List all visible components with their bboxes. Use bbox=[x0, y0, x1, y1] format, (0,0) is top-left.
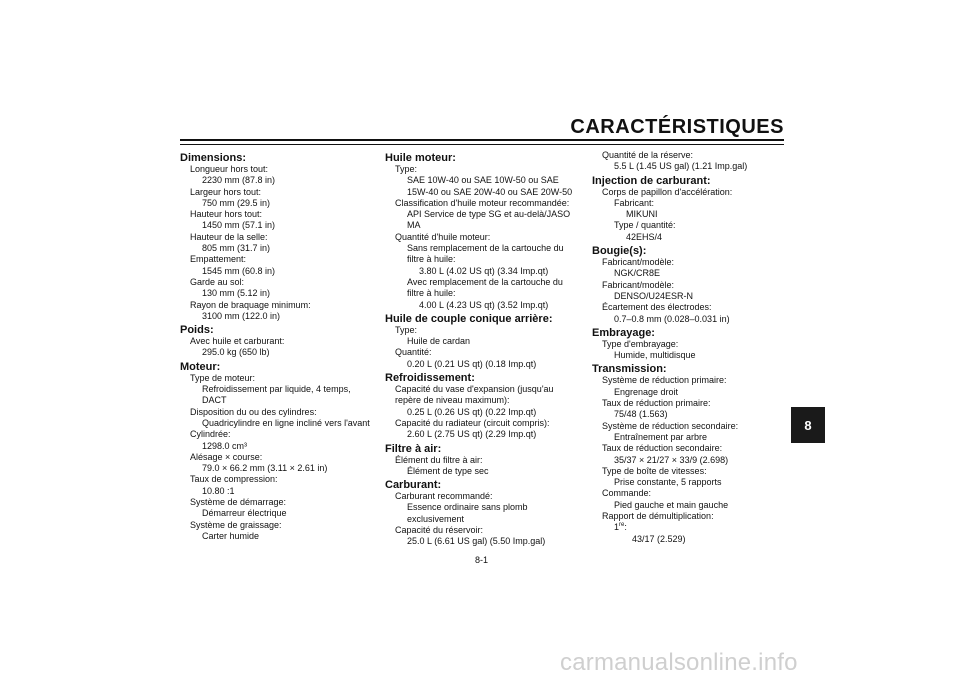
section-heading: Embrayage: bbox=[592, 326, 655, 339]
section-heading: Moteur: bbox=[180, 360, 221, 373]
spec-line: Longueur hors tout: bbox=[190, 164, 269, 174]
spec-line: filtre à huile: bbox=[407, 288, 456, 299]
spec-line: 5.5 L (1.45 US gal) (1.21 Imp.gal) bbox=[614, 161, 748, 172]
spec-line: Hauteur hors tout: bbox=[190, 209, 263, 220]
spec-line: 2.60 L (2.75 US qt) (2.29 Imp.qt) bbox=[407, 429, 537, 440]
spec-line: 15W-40 ou SAE 20W-40 ou SAE 20W-50 bbox=[407, 186, 573, 197]
spec-text-suffix: : bbox=[624, 522, 627, 533]
section-heading: Huile moteur: bbox=[385, 152, 456, 164]
title-rule-thin bbox=[180, 144, 784, 145]
spec-line: 0.25 L (0.26 US qt) (0.22 Imp.qt) bbox=[407, 406, 537, 417]
spec-line: Cylindrée: bbox=[190, 429, 231, 440]
spec-line: 3.80 L (4.02 US qt) (3.34 Imp.qt) bbox=[419, 265, 549, 276]
spec-line: Taux de réduction primaire: bbox=[602, 398, 711, 409]
spec-line: NGK/CR8E bbox=[614, 268, 661, 279]
spec-line: Système de réduction secondaire: bbox=[602, 420, 739, 431]
spec-line: Capacité du vase d'expansion (jusqu'au bbox=[395, 384, 554, 395]
spec-line: 75/48 (1.563) bbox=[614, 409, 668, 420]
section-heading: Bougie(s): bbox=[592, 245, 647, 258]
spec-line: Écartement des électrodes: bbox=[602, 302, 712, 313]
spec-line: Quantité d'huile moteur: bbox=[395, 231, 491, 242]
spec-line: repère de niveau maximum): bbox=[395, 395, 510, 406]
spec-line: Type: bbox=[395, 324, 418, 335]
spec-line: Élément de type sec bbox=[407, 465, 489, 476]
page-title: CARACTÉRISTIQUES bbox=[570, 116, 784, 138]
spec-line: 4.00 L (4.23 US qt) (3.52 Imp.qt) bbox=[419, 299, 549, 310]
spec-line: 1298.0 cm³ bbox=[202, 440, 248, 451]
spec-line: Fabricant/modèle: bbox=[602, 279, 675, 290]
spec-line: Quantité de la réserve: bbox=[602, 150, 694, 160]
section-heading: Filtre à air: bbox=[385, 442, 442, 455]
spec-line: 1450 mm (57.1 in) bbox=[202, 220, 276, 231]
spec-line: Taux de réduction secondaire: bbox=[602, 443, 723, 454]
spec-line: Système de graissage: bbox=[190, 519, 282, 530]
spec-column-2 bbox=[385, 150, 585, 548]
spec-line: DACT bbox=[202, 395, 227, 406]
spec-line: Type de boîte de vitesses: bbox=[602, 465, 707, 476]
spec-line: Élément du filtre à air: bbox=[395, 454, 483, 465]
spec-line: Corps de papillon d'accélération: bbox=[602, 186, 733, 197]
section-heading: Poids: bbox=[180, 324, 214, 337]
spec-line: API Service de type SG et au-delà/JASO bbox=[407, 209, 571, 220]
spec-line: DENSO/U24ESR-N bbox=[614, 290, 694, 301]
spec-line: Alésage × course: bbox=[190, 451, 263, 462]
spec-line: 750 mm (29.5 in) bbox=[202, 197, 271, 208]
spec-line: MIKUNI bbox=[626, 209, 658, 220]
spec-line: SAE 10W-40 ou SAE 10W-50 ou SAE bbox=[407, 175, 559, 186]
spec-line: 0.7–0.8 mm (0.028–0.031 in) bbox=[614, 313, 730, 324]
spec-line: Type d'embrayage: bbox=[602, 338, 679, 349]
spec-line: Prise constante, 5 rapports bbox=[614, 477, 722, 488]
spec-line: Rayon de braquage minimum: bbox=[190, 299, 311, 310]
spec-line: Hauteur de la selle: bbox=[190, 231, 268, 242]
spec-line: Avec huile et carburant: bbox=[190, 336, 285, 347]
spec-line: 2230 mm (87.8 in) bbox=[202, 175, 276, 186]
spec-line: Humide, multidisque bbox=[614, 350, 696, 361]
spec-line: Empattement: bbox=[190, 254, 247, 265]
spec-line: Type / quantité: bbox=[614, 220, 676, 231]
spec-line: Entraînement par arbre bbox=[614, 431, 708, 442]
chapter-tab[interactable]: 8 bbox=[791, 407, 825, 443]
spec-line: 3100 mm (122.0 in) bbox=[202, 310, 281, 321]
spec-line: 1545 mm (60.8 in) bbox=[202, 265, 276, 276]
section-heading: Transmission: bbox=[592, 363, 667, 376]
spec-line: Type de moteur: bbox=[190, 372, 256, 383]
spec-line: Pied gauche et main gauche bbox=[614, 499, 729, 510]
spec-line: Quantité: bbox=[395, 347, 432, 358]
spec-line: filtre à huile: bbox=[407, 254, 456, 265]
spec-line: Démarreur électrique bbox=[202, 508, 287, 519]
spec-line: Fabricant: bbox=[614, 197, 655, 208]
spec-line: 130 mm (5.12 in) bbox=[202, 288, 271, 299]
spec-line: Sans remplacement de la cartouche du bbox=[407, 243, 564, 254]
watermark: carmanualsonline.info bbox=[560, 649, 798, 676]
spec-line: Carter humide bbox=[202, 530, 260, 541]
spec-line: Système de démarrage: bbox=[190, 497, 287, 508]
spec-line: 0.20 L (0.21 US qt) (0.18 Imp.qt) bbox=[407, 358, 537, 369]
spec-line: Capacité du réservoir: bbox=[395, 525, 484, 536]
superscript: re bbox=[619, 522, 625, 529]
spec-line: 10.80 :1 bbox=[202, 485, 235, 496]
title-rule-thick bbox=[180, 139, 784, 141]
spec-line: 295.0 kg (650 lb) bbox=[202, 347, 270, 358]
spec-line: MA bbox=[407, 220, 421, 231]
page-number: 8-1 bbox=[475, 555, 489, 565]
spec-line: Largeur hors tout: bbox=[190, 186, 262, 197]
spec-line: 35/37 × 21/27 × 33/9 (2.698) bbox=[614, 454, 729, 465]
spec-line bbox=[592, 522, 787, 533]
spec-line: Commande: bbox=[602, 488, 652, 499]
section-heading: Carburant: bbox=[385, 479, 442, 492]
spec-line: 805 mm (31.7 in) bbox=[202, 243, 271, 254]
spec-column-1 bbox=[180, 150, 370, 542]
spec-line: Garde au sol: bbox=[190, 276, 245, 287]
spec-column-3 bbox=[592, 150, 787, 545]
spec-line: Essence ordinaire sans plomb bbox=[407, 502, 528, 513]
spec-line: Classification d'huile moteur recommandée: bbox=[395, 197, 570, 208]
spec-line: Fabricant/modèle: bbox=[602, 257, 675, 268]
section-heading: Huile de couple conique arrière: bbox=[385, 312, 553, 325]
section-heading: Injection de carburant: bbox=[592, 174, 711, 187]
section-heading: Dimensions: bbox=[180, 152, 247, 164]
spec-line: Rapport de démultiplication: bbox=[602, 511, 714, 522]
spec-text: 1 bbox=[614, 522, 620, 533]
spec-line: exclusivement bbox=[407, 513, 465, 524]
spec-line: 43/17 (2.529) bbox=[632, 533, 686, 544]
spec-line: 79.0 × 66.2 mm (3.11 × 2.61 in) bbox=[202, 463, 328, 474]
spec-line: Refroidissement par liquide, 4 temps, bbox=[202, 384, 351, 395]
spec-line: Quadricylindre en ligne incliné vers l'avant bbox=[202, 417, 370, 428]
spec-line: Type: bbox=[395, 164, 418, 174]
spec-line: Système de réduction primaire: bbox=[602, 375, 727, 386]
spec-line: Huile de cardan bbox=[407, 336, 471, 347]
spec-line: Carburant recommandé: bbox=[395, 491, 493, 502]
spec-line: Taux de compression: bbox=[190, 474, 278, 485]
spec-line: Capacité du radiateur (circuit compris): bbox=[395, 417, 550, 428]
spec-line: Engrenage droit bbox=[614, 386, 679, 397]
section-heading: Refroidissement: bbox=[385, 372, 475, 385]
spec-line: 25.0 L (6.61 US gal) (5.50 Imp.gal) bbox=[407, 536, 546, 547]
spec-line: 42EHS/4 bbox=[626, 231, 663, 242]
spec-line: Avec remplacement de la cartouche du bbox=[407, 276, 563, 287]
spec-line: Disposition du ou des cylindres: bbox=[190, 406, 317, 417]
